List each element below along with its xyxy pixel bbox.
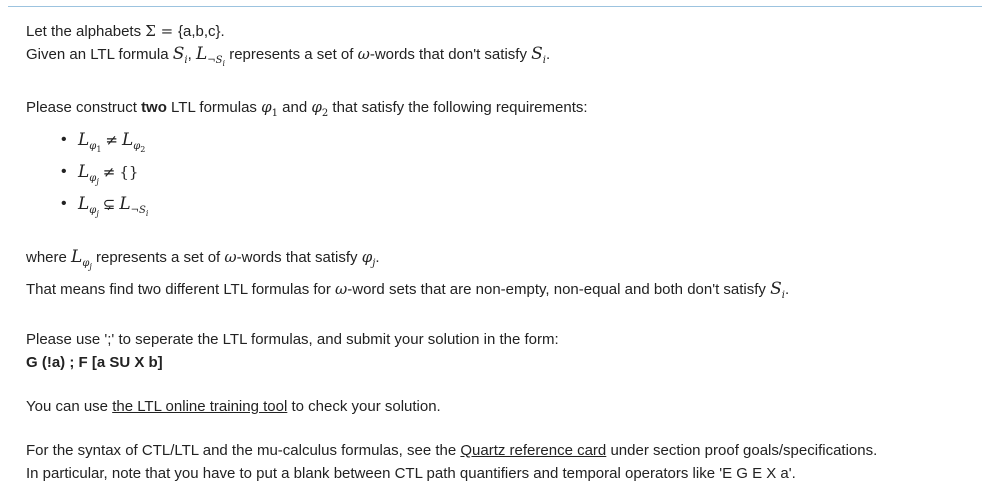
- subscript-neg-s: [207, 55, 225, 66]
- syntax-line-2: In particular, note that you have to put a blank between CTL path quantifiers and temporal operators like 'E G E X a'.: [26, 465, 796, 482]
- construct-mid-text: LTL formulas: [166, 99, 262, 116]
- req1-right-two: 2: [140, 145, 146, 154]
- req1-left-subscript: [89, 141, 101, 152]
- means-period: .: [784, 281, 790, 298]
- tool-line: [26, 395, 976, 418]
- neg-s-text: ¬S: [207, 55, 223, 66]
- construct-line: [26, 96, 976, 125]
- where-omega: ω: [224, 248, 237, 266]
- sigma-symbol: Σ: [145, 22, 156, 40]
- req1-l-right: L: [121, 130, 134, 150]
- req3-i: i: [145, 209, 149, 218]
- req3-l-right: L: [119, 194, 131, 214]
- phi-1-symbol: φ: [261, 98, 272, 116]
- question-content: [26, 20, 976, 485]
- phi-2-subscript: 2: [321, 108, 329, 119]
- period: .: [545, 46, 551, 63]
- where-mid-text: represents a set of: [91, 249, 225, 266]
- alphabet-text: Let the alphabets: [26, 23, 146, 40]
- req3-proper-subset: ⊊: [102, 195, 116, 213]
- req2-subscript: [89, 173, 99, 184]
- req3-l-left: L: [78, 194, 90, 214]
- req3-phi: φ: [89, 205, 97, 216]
- means-s-subscript: i: [781, 290, 785, 301]
- phi-1-subscript: 1: [271, 108, 278, 119]
- where-pre-text: where: [26, 249, 72, 266]
- req3-right-subscript: [131, 205, 149, 216]
- phi-2-symbol: φ: [311, 98, 322, 116]
- req1-l-left: L: [78, 130, 90, 150]
- req2-empty-set: {}: [119, 163, 139, 181]
- comma: ,: [187, 46, 196, 63]
- req3-neg-s: ¬S: [130, 205, 146, 216]
- syntax-pre-text: For the syntax of CTL/LTL and the mu-calculus formulas, see the: [26, 442, 461, 459]
- requirement-item-1: [78, 129, 976, 161]
- construct-and-text: and: [277, 99, 312, 116]
- req2-l: L: [78, 162, 90, 182]
- given-formula-line: [26, 43, 976, 75]
- req3-j: j: [96, 209, 99, 218]
- req2-not-equal: ≠: [102, 163, 116, 181]
- formula-s: S: [172, 44, 185, 64]
- dont-satisfy-text: -words that don't satisfy: [369, 46, 532, 63]
- syntax-line-1: [26, 439, 976, 462]
- example-formula: G (!a) ; F [a SU X b]: [26, 354, 163, 371]
- construct-post-text: that satisfy the following requirements:: [328, 99, 588, 116]
- construct-bold-two: two: [141, 99, 167, 116]
- subscript-i-2: i: [542, 55, 546, 66]
- req1-left-phi: φ: [89, 141, 97, 152]
- quartz-reference-card-link[interactable]: Quartz reference card: [460, 442, 607, 459]
- where-post-text: -words that satisfy: [236, 249, 362, 266]
- tool-pre-text: You can use: [26, 398, 113, 415]
- means-text-b: -word sets that are non-empty, non-equal and both don't satisfy: [347, 281, 771, 298]
- formula-s-2: S: [531, 44, 543, 64]
- subsub-i: i: [222, 59, 226, 68]
- question-panel: [8, 6, 982, 482]
- req3-left-subscript: [89, 205, 99, 216]
- where-phi: φ: [82, 258, 90, 269]
- where-subscript: [82, 258, 92, 269]
- requirements-list: [26, 129, 976, 225]
- where-l: L: [71, 247, 83, 267]
- where-line: [26, 246, 976, 278]
- subscript-i: i: [184, 55, 188, 66]
- omega-symbol: ω: [357, 45, 370, 63]
- given-text: Given an LTL formula: [26, 46, 173, 63]
- where-phi-j-subscript: j: [372, 258, 376, 269]
- means-text-a: That means find two different LTL formulas for: [26, 281, 336, 298]
- language-l: L: [195, 44, 208, 64]
- construct-pre-text: Please construct: [26, 99, 142, 116]
- alphabet-line: [26, 20, 976, 43]
- alphabet-set: {a,b,c}.: [177, 23, 225, 40]
- submit-example: [26, 351, 976, 374]
- where-j: j: [89, 262, 92, 271]
- requirement-item-2: [78, 161, 976, 193]
- represents-text: represents a set of: [225, 46, 358, 63]
- equals-sign: =: [155, 22, 178, 40]
- req1-right-phi: φ: [133, 141, 141, 152]
- req1-right-subscript: [133, 141, 145, 152]
- ltl-training-tool-link[interactable]: the LTL online training tool: [112, 398, 288, 415]
- where-period: .: [375, 249, 380, 266]
- where-phi-j: φ: [361, 248, 373, 266]
- req2-j: j: [96, 177, 99, 186]
- means-line: [26, 278, 976, 307]
- req1-left-one: 1: [96, 145, 102, 154]
- req2-phi: φ: [89, 173, 97, 184]
- tool-post-text: to check your solution.: [287, 398, 441, 415]
- submit-instruction: Please use ';' to seperate the LTL formulas, and submit your solution in the form:: [26, 331, 559, 348]
- syntax-post-text: under section proof goals/specifications.: [606, 442, 878, 459]
- means-s: S: [770, 279, 782, 299]
- req1-not-equal: ≠: [105, 131, 118, 149]
- requirement-item-3: [78, 193, 976, 225]
- means-omega: ω: [335, 280, 348, 298]
